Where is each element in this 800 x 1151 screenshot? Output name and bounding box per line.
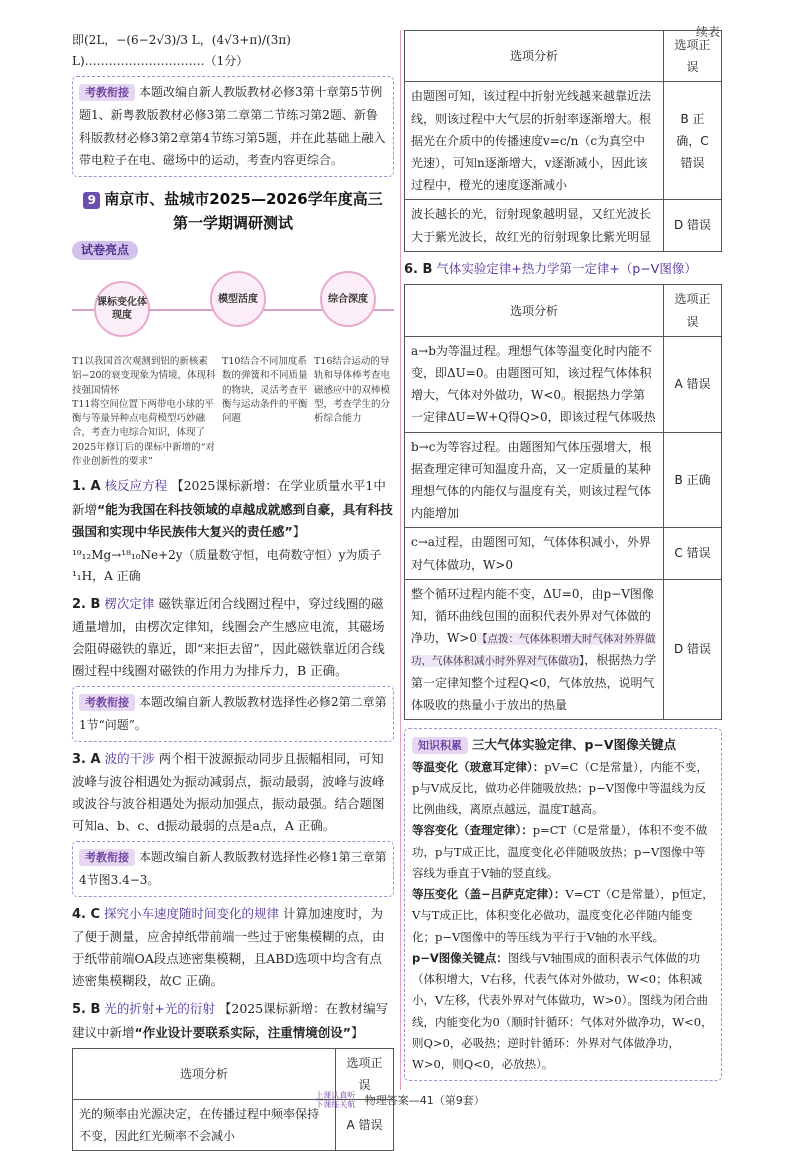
verdict-cell: D 错误	[664, 200, 722, 251]
table-header-analysis: 选项分析	[405, 31, 664, 82]
q5-bold: “作业设计要联系实际，注重情境创设”	[135, 1025, 351, 1040]
highlight-notes	[72, 355, 394, 469]
teaching-link-tag: 考教衔接	[79, 84, 135, 101]
verdict-cell: A 错误	[664, 336, 722, 432]
teaching-link-tag: 考教衔接	[79, 849, 135, 866]
left-column	[72, 30, 394, 1151]
section-number: 9	[83, 192, 100, 209]
q6-table	[404, 284, 722, 720]
analysis-cell	[405, 579, 664, 720]
q6-topic: 气体实验定律+热力学第一定律+（p−V图像）	[436, 261, 696, 276]
teaching-link-tag: 考教衔接	[79, 694, 135, 711]
q3-topic: 波的干涉	[105, 751, 155, 766]
table-header-verdict: 选项正误	[664, 31, 722, 82]
teaching-link-text: 本题改编自新人教版教材选择性必修2第二章第1节“问题”。	[79, 695, 387, 732]
note-3: T16结合运动的导轨和导体棒考查电磁感应中的双棒模型，考查学生的分析综合能力	[314, 355, 394, 469]
knowledge-text: p=CT（C是常量），体积不变不做功，p与T成正比，温度变化必伴随吸放热；p−V图像中等容线为垂直于V轴的竖直线。	[412, 823, 707, 880]
q4-answer: 4. C	[72, 907, 100, 922]
knowledge-title: 三大气体实验定律、p−V图像关键点	[472, 737, 676, 752]
q2-text: 磁铁靠近闭合线圈过程中，穿过线圈的磁通量增加，由楞次定律知，线圈会产生感应电流，其磁场会阻碍磁铁的靠近，即“来拒去留”，因此磁铁靠近闭合线圈过程中线圈对磁铁的作用力为排斥力，B 正确。	[72, 596, 385, 679]
question-5	[72, 998, 394, 1151]
table-row	[405, 579, 722, 720]
analysis-text-part2: ，根据热力学第一定律知整个过程Q<0，气体放热，说明气体吸收的热量小于放出的热量	[411, 653, 656, 712]
footer	[0, 1091, 800, 1110]
q1-text1: 【2025课标新增：在学业质量水平1中新增	[72, 478, 386, 517]
table-header-analysis: 选项分析	[405, 285, 664, 336]
section-title	[72, 187, 394, 235]
teaching-link-box-2	[72, 686, 394, 742]
analysis-cell: 由题图可知，该过程中折射光线越来越靠近法线，则该过程中大气层的折射率逐渐增大。根据光在介质中的传播速度v=c/n（c为真空中光速），可知n逐渐增大，v逐渐减小，因此该过程中，橙光的速度逐渐减小	[405, 82, 664, 200]
table-header-verdict: 选项正误	[664, 285, 722, 336]
verdict-cell: B 正确，C 错误	[664, 82, 722, 200]
analysis-text-part1: 整个循环过程内能不变，ΔU=0，由p−V图像知，循环曲线包围的面积代表外界对气体做的净功，W>0	[411, 587, 654, 645]
knowledge-text: V=CT（C是常量），p恒定，V与T成正比，体积变化必做功，温度变化必伴随内能变化；p−V图像中的等压线为平行于V轴的水平线。	[412, 887, 714, 944]
tip-note: 【点拨：气体体积增大时气体对外界做功，气体体积减小时外界对气体做功】	[411, 633, 656, 667]
teaching-link-box-3	[72, 841, 394, 897]
q2-topic: 楞次定律	[104, 596, 154, 611]
question-3	[72, 748, 394, 897]
column-divider	[400, 30, 401, 1090]
q5-table-continued	[404, 30, 722, 252]
knowledge-heading: 等容变化（查理定律）：	[412, 823, 533, 837]
analysis-cell: b→c为等容过程。由题图知气体压强增大，根据查理定律可知温度升高，又一定质量的某种理想气体的内能仅与温度有关，则该过程气体内能增加	[405, 432, 664, 528]
knowledge-item	[412, 948, 714, 1076]
q3-answer: 3. A	[72, 752, 101, 767]
table-row	[405, 336, 722, 432]
circle-2: 模型活度	[210, 271, 266, 327]
knowledge-heading: 等温变化（玻意耳定律）：	[412, 760, 544, 774]
logo-line1: 上课认真听	[315, 1091, 355, 1100]
right-column	[404, 30, 722, 1081]
teaching-link-text: 本题改编自新人教版教材必修3第十章第5节例题1、新粤教版教材必修3第二章第二节练习第2题、新鲁科版教材必修3第2章第4节练习第5题，并在此基础上融入带电粒子在电、磁场中的运动，考查内容更综合。	[79, 85, 386, 167]
knowledge-item	[412, 820, 714, 884]
verdict-cell: A 错误	[336, 1099, 394, 1150]
highlights-diagram	[72, 263, 394, 353]
knowledge-item	[412, 757, 714, 821]
q3-text: 两个相干波源振动同步且振幅相同，可知波峰与波谷相遇处为振动减弱点，振动最弱，波峰与波峰或波谷与波谷相遇处为振动加强点，振动最强。结合题图可知a、b、c、d振动最弱的点是a点，A 正确。	[72, 751, 385, 834]
table-row	[405, 528, 722, 579]
q1-topic: 核反应方程	[105, 478, 168, 493]
knowledge-box	[404, 728, 722, 1080]
verdict-cell: C 错误	[664, 528, 722, 579]
q5-table-header-analysis: 选项分析	[73, 1048, 336, 1099]
q1-text2: 】	[293, 524, 306, 539]
section-title-line2: 第一学期调研测试	[173, 214, 293, 232]
knowledge-text: 图线与V轴围成的面积表示气体做的功（体积增大，V右移，代表气体对外做功，W<0；体积减小，V左移，代表外界对气体做功，W>0）。图线为闭合曲线，内能变化为0（顺时针循环：气体对外做净功，W<0，则Q>0，必吸热；逆时针循环：外界对气体做净功，W>0，则Q<0，必放热）。	[412, 951, 713, 1071]
q5-text1: 【2025课标新增：在教材编写建议中新增	[72, 1001, 388, 1040]
question-6	[404, 258, 722, 282]
knowledge-text: pV=C（C是常量），内能不变，p与V成反比，做功必伴随吸放热；p−V图像中等温线为反比例曲线，离原点越远，温度T越高。	[412, 760, 708, 817]
circle-3: 综合深度	[320, 271, 376, 327]
teaching-link-text: 本题改编自新人教版教材选择性必修1第三章第4节图3.4−3。	[79, 850, 387, 887]
question-4	[72, 903, 394, 992]
analysis-cell: c→a过程，由题图可知，气体体积减小，外界对气体做功，W>0	[405, 528, 664, 579]
q5-text2: 】	[351, 1025, 364, 1040]
knowledge-tag: 知识积累	[412, 737, 468, 754]
question-1	[72, 475, 394, 587]
logo-line2: 下课练关航	[315, 1100, 355, 1109]
analysis-cell: 光的频率由光源决定，在传播过程中频率保持不变，因此红光频率不会减小	[73, 1099, 336, 1150]
q6-answer: 6. B	[404, 262, 432, 277]
q1-bold: “能为我国在科技领域的卓越成就感到自豪，具有科技强国和实现中华民族伟大复兴的责任感”	[72, 502, 393, 539]
page-label: 物理答案—41（第9套）	[365, 1094, 485, 1107]
highlights-label: 试卷亮点	[72, 241, 138, 260]
q2-answer: 2. B	[72, 597, 100, 612]
note-2: T10结合不同加度系数的弹簧和不同质量的物块，灵活考查平衡与运动条件的平衡问题	[222, 355, 308, 469]
analysis-cell: a→b为等温过程。理想气体等温变化时内能不变，即ΔU=0。由题图可知，该过程气体体积增大，气体对外做功，W<0。根据热力学第一定律ΔU=W+Q得Q>0，即该过程气体吸热	[405, 336, 664, 432]
table-row	[405, 82, 722, 200]
circle-1: 课标变化体现度	[94, 281, 150, 337]
q1-formula: ¹⁹₁₂Mg→¹⁸₁₀Ne+2y（质量数守恒，电荷数守恒）y为质子¹₁H，A 正确	[72, 545, 394, 587]
q5-table-header-verdict: 选项正误	[336, 1048, 394, 1099]
analysis-cell: 波长越长的光，衍射现象越明显，又红光波长大于紫光波长，故红光的衍射现象比紫光明显	[405, 200, 664, 251]
knowledge-heading: p−V图像关键点：	[412, 951, 508, 965]
table-row	[405, 200, 722, 251]
q5-topic: 光的折射+光的衍射	[104, 1001, 214, 1016]
section-title-line1: 南京市、盐城市2025—2026学年度高三	[104, 190, 383, 208]
note-1: T1以我国首次观测到铝的新核素铝−20的衰变现象为情境，体现科技强国情怀 T11将空间位置下两带电小球的平衡与等量异种点电荷模型巧妙融合，考查力电综合知识，体现了2025年修订后的课标中新增的“对作业创新性的要求”	[72, 355, 216, 469]
top-formula: 即(2L，−(6−2√3)/3 L，(4√3+π)/(3π) L)…………………………（1分）	[72, 30, 394, 72]
q4-text: 计算加速度时，为了便于测量，应舍掉纸带前端一些过于密集模糊的点，由于纸带前端OA段点迹密集模糊，且ABD选项中均含有点迹密集模糊段，故C 正确。	[72, 906, 385, 989]
verdict-cell: B 正确	[664, 432, 722, 528]
q5-answer: 5. B	[72, 1002, 100, 1017]
q1-answer: 1. A	[72, 479, 101, 494]
knowledge-heading: 等压变化（盖−吕萨克定律）：	[412, 887, 565, 901]
footer-logo	[315, 1092, 355, 1110]
q4-topic: 探究小车速度随时间变化的规律	[104, 906, 279, 921]
table-row	[405, 432, 722, 528]
teaching-link-box-1	[72, 76, 394, 177]
knowledge-item	[412, 884, 714, 948]
continued-label: 续表	[696, 22, 720, 43]
verdict-cell: D 错误	[664, 579, 722, 720]
question-2	[72, 593, 394, 742]
